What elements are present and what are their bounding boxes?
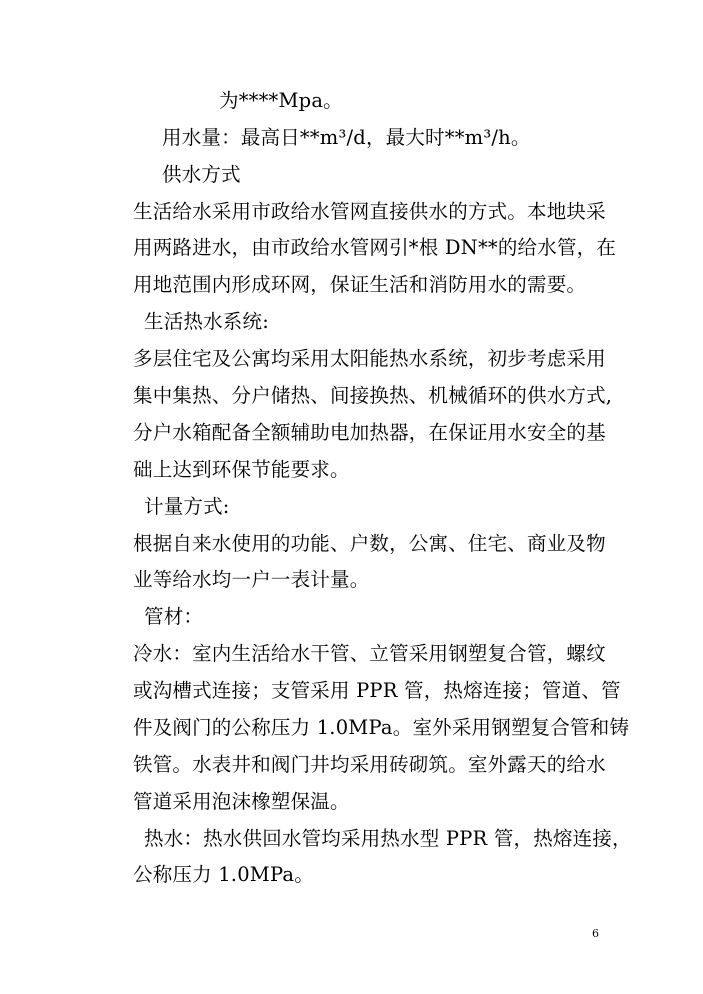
text-line-22: 公称压力 1.0MPa。 <box>133 863 314 886</box>
page-number: 6 <box>592 927 599 940</box>
text-line-1: 为****Mpa。 <box>219 89 343 112</box>
text-line-14: 业等给水均一户一表计量。 <box>133 568 370 591</box>
text-line-5: 用两路进水，由市政给水管网引*根 DN**的给水管，在 <box>133 236 617 259</box>
section-heading-water-supply-method: 供水方式 <box>162 163 241 186</box>
text-line-16: 冷水：室内生活给水干管、立管采用钢塑复合管，螺纹 <box>133 642 606 665</box>
section-heading-metering: 计量方式: <box>144 495 230 518</box>
text-line-6: 用地范围内形成环网，保证生活和消防用水的需要。 <box>133 273 587 296</box>
text-line-19: 铁管。水表井和阀门井均采用砖砌筑。室外露天的给水 <box>133 753 606 776</box>
text-line-18: 件及阀门的公称压力 1.0MPa。室外采用钢塑复合管和铸 <box>133 716 630 739</box>
text-line-21: 热水：热水供回水管均采用热水型 PPR 管，热熔连接， <box>144 827 632 850</box>
text-line-4: 生活给水采用市政给水管网直接供水的方式。本地块采 <box>133 200 606 223</box>
section-heading-hot-water-system: 生活热水系统: <box>144 310 269 333</box>
text-line-13: 根据自来水使用的功能、户数，公寓、住宅、商业及物 <box>133 532 606 555</box>
section-heading-pipe-materials: 管材： <box>144 605 204 628</box>
text-line-17: 或沟槽式连接；支管采用 PPR 管，热熔连接；管道、管 <box>133 679 621 702</box>
text-line-8: 多层住宅及公寓均采用太阳能热水系统，初步考虑采用 <box>133 347 606 370</box>
text-line-9: 集中集热、分户储热、间接换热、机械循环的供水方式, <box>133 384 613 407</box>
text-line-10: 分户水箱配备全额辅助电加热器，在保证用水安全的基 <box>133 421 606 444</box>
text-line-2: 用水量：最高日**m³/d，最大时**m³/h。 <box>162 126 531 149</box>
text-line-11: 础上达到环保节能要求。 <box>133 458 350 481</box>
text-line-20: 管道采用泡沫橡塑保温。 <box>133 790 350 813</box>
